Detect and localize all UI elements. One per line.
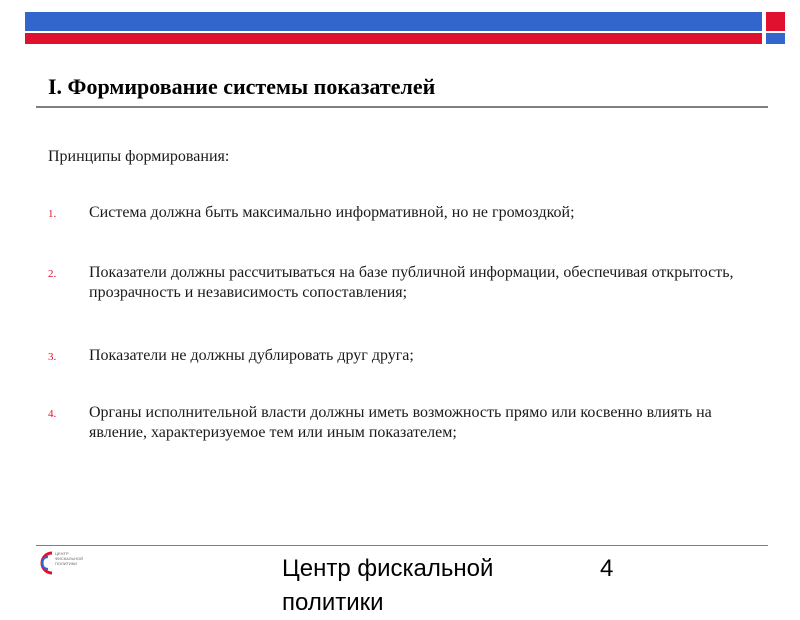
list-item-number: 1. (48, 208, 57, 220)
header-bar-red (25, 33, 762, 44)
header-square-red (766, 12, 785, 31)
center-fiscal-policy-logo-icon (38, 547, 88, 577)
logo-text-line-1: ЦЕНТР (55, 551, 69, 556)
page-number: 4 (600, 555, 614, 582)
list-item-text: Органы исполнительной власти должны иметь возможность прямо или косвенно влиять на явление, характеризуемое тем или иным показателем; (89, 404, 712, 441)
list-item-number: 3. (48, 351, 57, 363)
list-item-text: Показатели не должны дублировать друг друга; (89, 347, 414, 364)
list-item (48, 403, 768, 443)
logo-text-line-2: ФИСКАЛЬНОЙ (55, 556, 84, 561)
list-item (48, 263, 768, 303)
list-item-number: 4. (48, 408, 57, 420)
list-item-number: 2. (48, 268, 57, 280)
slide-title: I. Формирование системы показателей (48, 74, 436, 99)
list-item-text: Система должна быть максимально информативной, но не громоздкой; (89, 204, 575, 221)
title-divider (36, 106, 768, 108)
intro-text: Принципы формирования: (48, 148, 230, 165)
header-square-blue (766, 33, 785, 44)
list-item-text: Показатели должны рассчитываться на базе публичной информации, обеспечивая открытость, прозрачность и независимость сопоставления; (89, 264, 734, 301)
list-item (48, 203, 768, 223)
footer-organization: Центр фискальной политики (282, 555, 494, 616)
header-bar-blue (25, 12, 762, 31)
logo-text-line-3: ПОЛИТИКИ (55, 561, 77, 566)
footer-divider (36, 545, 768, 546)
list-item (48, 346, 768, 366)
